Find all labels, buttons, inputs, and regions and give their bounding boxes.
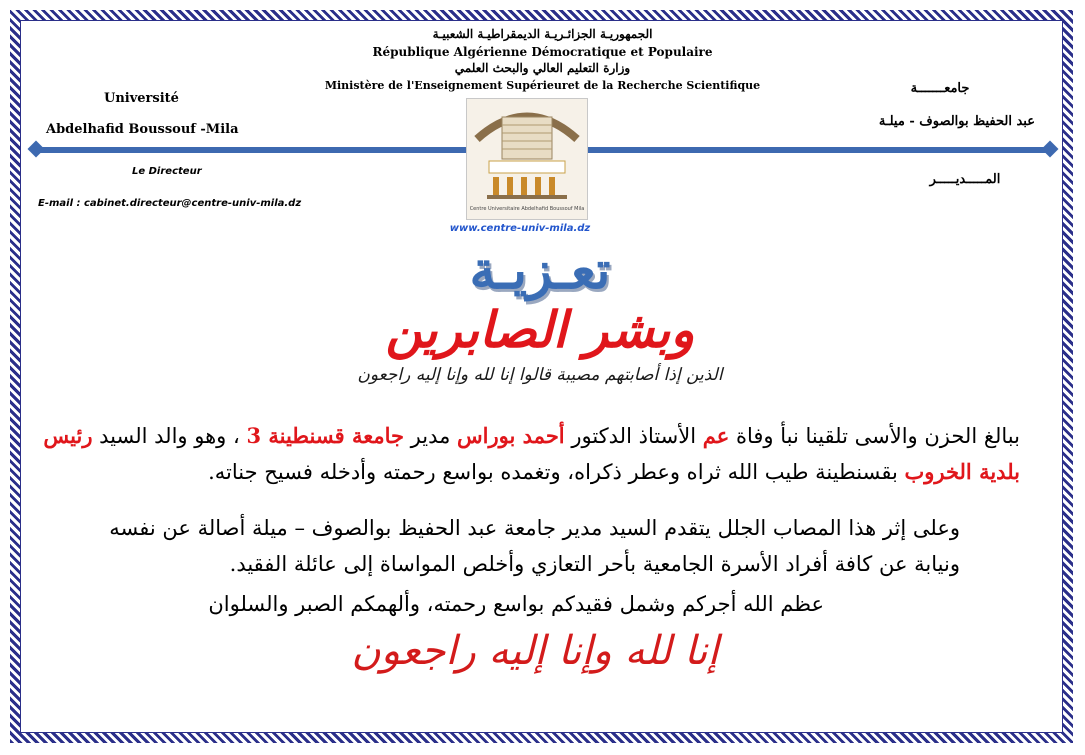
p1-text-i: بقسنطينة طيب الله ثراه وعطر ذكراه، وتغمده بواسع رحمته وأدخله فسيح جناته. [208,460,905,484]
title-condolence: تعـزيـة [469,240,611,301]
left-university-name: Abdelhafid Boussouf -Mila [46,122,239,137]
header-rule-left [34,147,472,153]
p1-text-e: مدير [403,424,458,448]
p1-university: جامعة قسنطينة 3 [246,423,404,448]
right-university-name: عبد الحفيظ بوالصوف - ميلـة [878,114,1035,129]
logo-caption: Centre Universitaire Abdelhafid Boussouf Mila [469,206,585,212]
right-university-label: جامعـــــــة [910,81,970,96]
paragraph-3: عظم الله أجركم وشمل فقيدكم بواسع رحمته، وألهمكم الصبر والسلوان [208,592,824,616]
logo-building-icon [467,99,587,219]
p1-professor-name: أحمد بوراس [457,423,565,448]
header-fr-republic: République Algérienne Démocratique et Populaire [372,45,713,59]
title-verse-heading: وبشر الصابرين [385,300,695,359]
left-email: E-mail : cabinet.directeur@centre-univ-mila.dz [38,198,302,209]
university-logo [466,98,588,220]
closing-text: إنا لله وإنا إليه راجعون [351,628,719,674]
left-director-label: Le Directeur [132,166,202,177]
paragraph-2: وعلى إثر هذا المصاب الجلل يتقدم السيد مدير جامعة عبد الحفيظ بوالصوف – ميلة أصالة عن نفسه ونيابة عن كافة أفراد الأسرة الجامعية بأحر التعازي وأخلص المواساة إلى عائلة الفقيد. [109,516,960,576]
header-ar-republic: الجمهوريـة الجزائـريـة الديمقراطيـة الشعبيـة [432,27,653,41]
closing-verse [300,628,770,674]
title-verse: الذين إذا أصابتهم مصيبة قالوا إنا لله وإنا إليه راجعون [357,365,723,385]
paragraph-1 [40,418,1020,490]
p1-text-a: ببالغ الحزن والأسى تلقينا نبأ وفاة [729,424,1020,448]
p1-uncle: عم [702,423,730,448]
p1-text-g: ، وهو والد السيد [92,424,247,448]
left-university-label: Université [104,91,179,106]
header-fr-ministry: Ministère de l'Enseignement Supérieuret de la Recherche Scientifique [324,79,761,92]
website-url[interactable]: www.centre-univ-mila.dz [449,223,591,234]
header-ar-ministry: وزارة التعليم العالي والبحث العلمي [454,61,631,75]
header-rule-right [580,147,1052,153]
right-director-label: المـــــديـــــر [929,172,1001,187]
p1-text-c: الأستاذ الدكتور [564,424,703,448]
p1-mayor: رئيس بلدية الخروب [43,423,1020,484]
